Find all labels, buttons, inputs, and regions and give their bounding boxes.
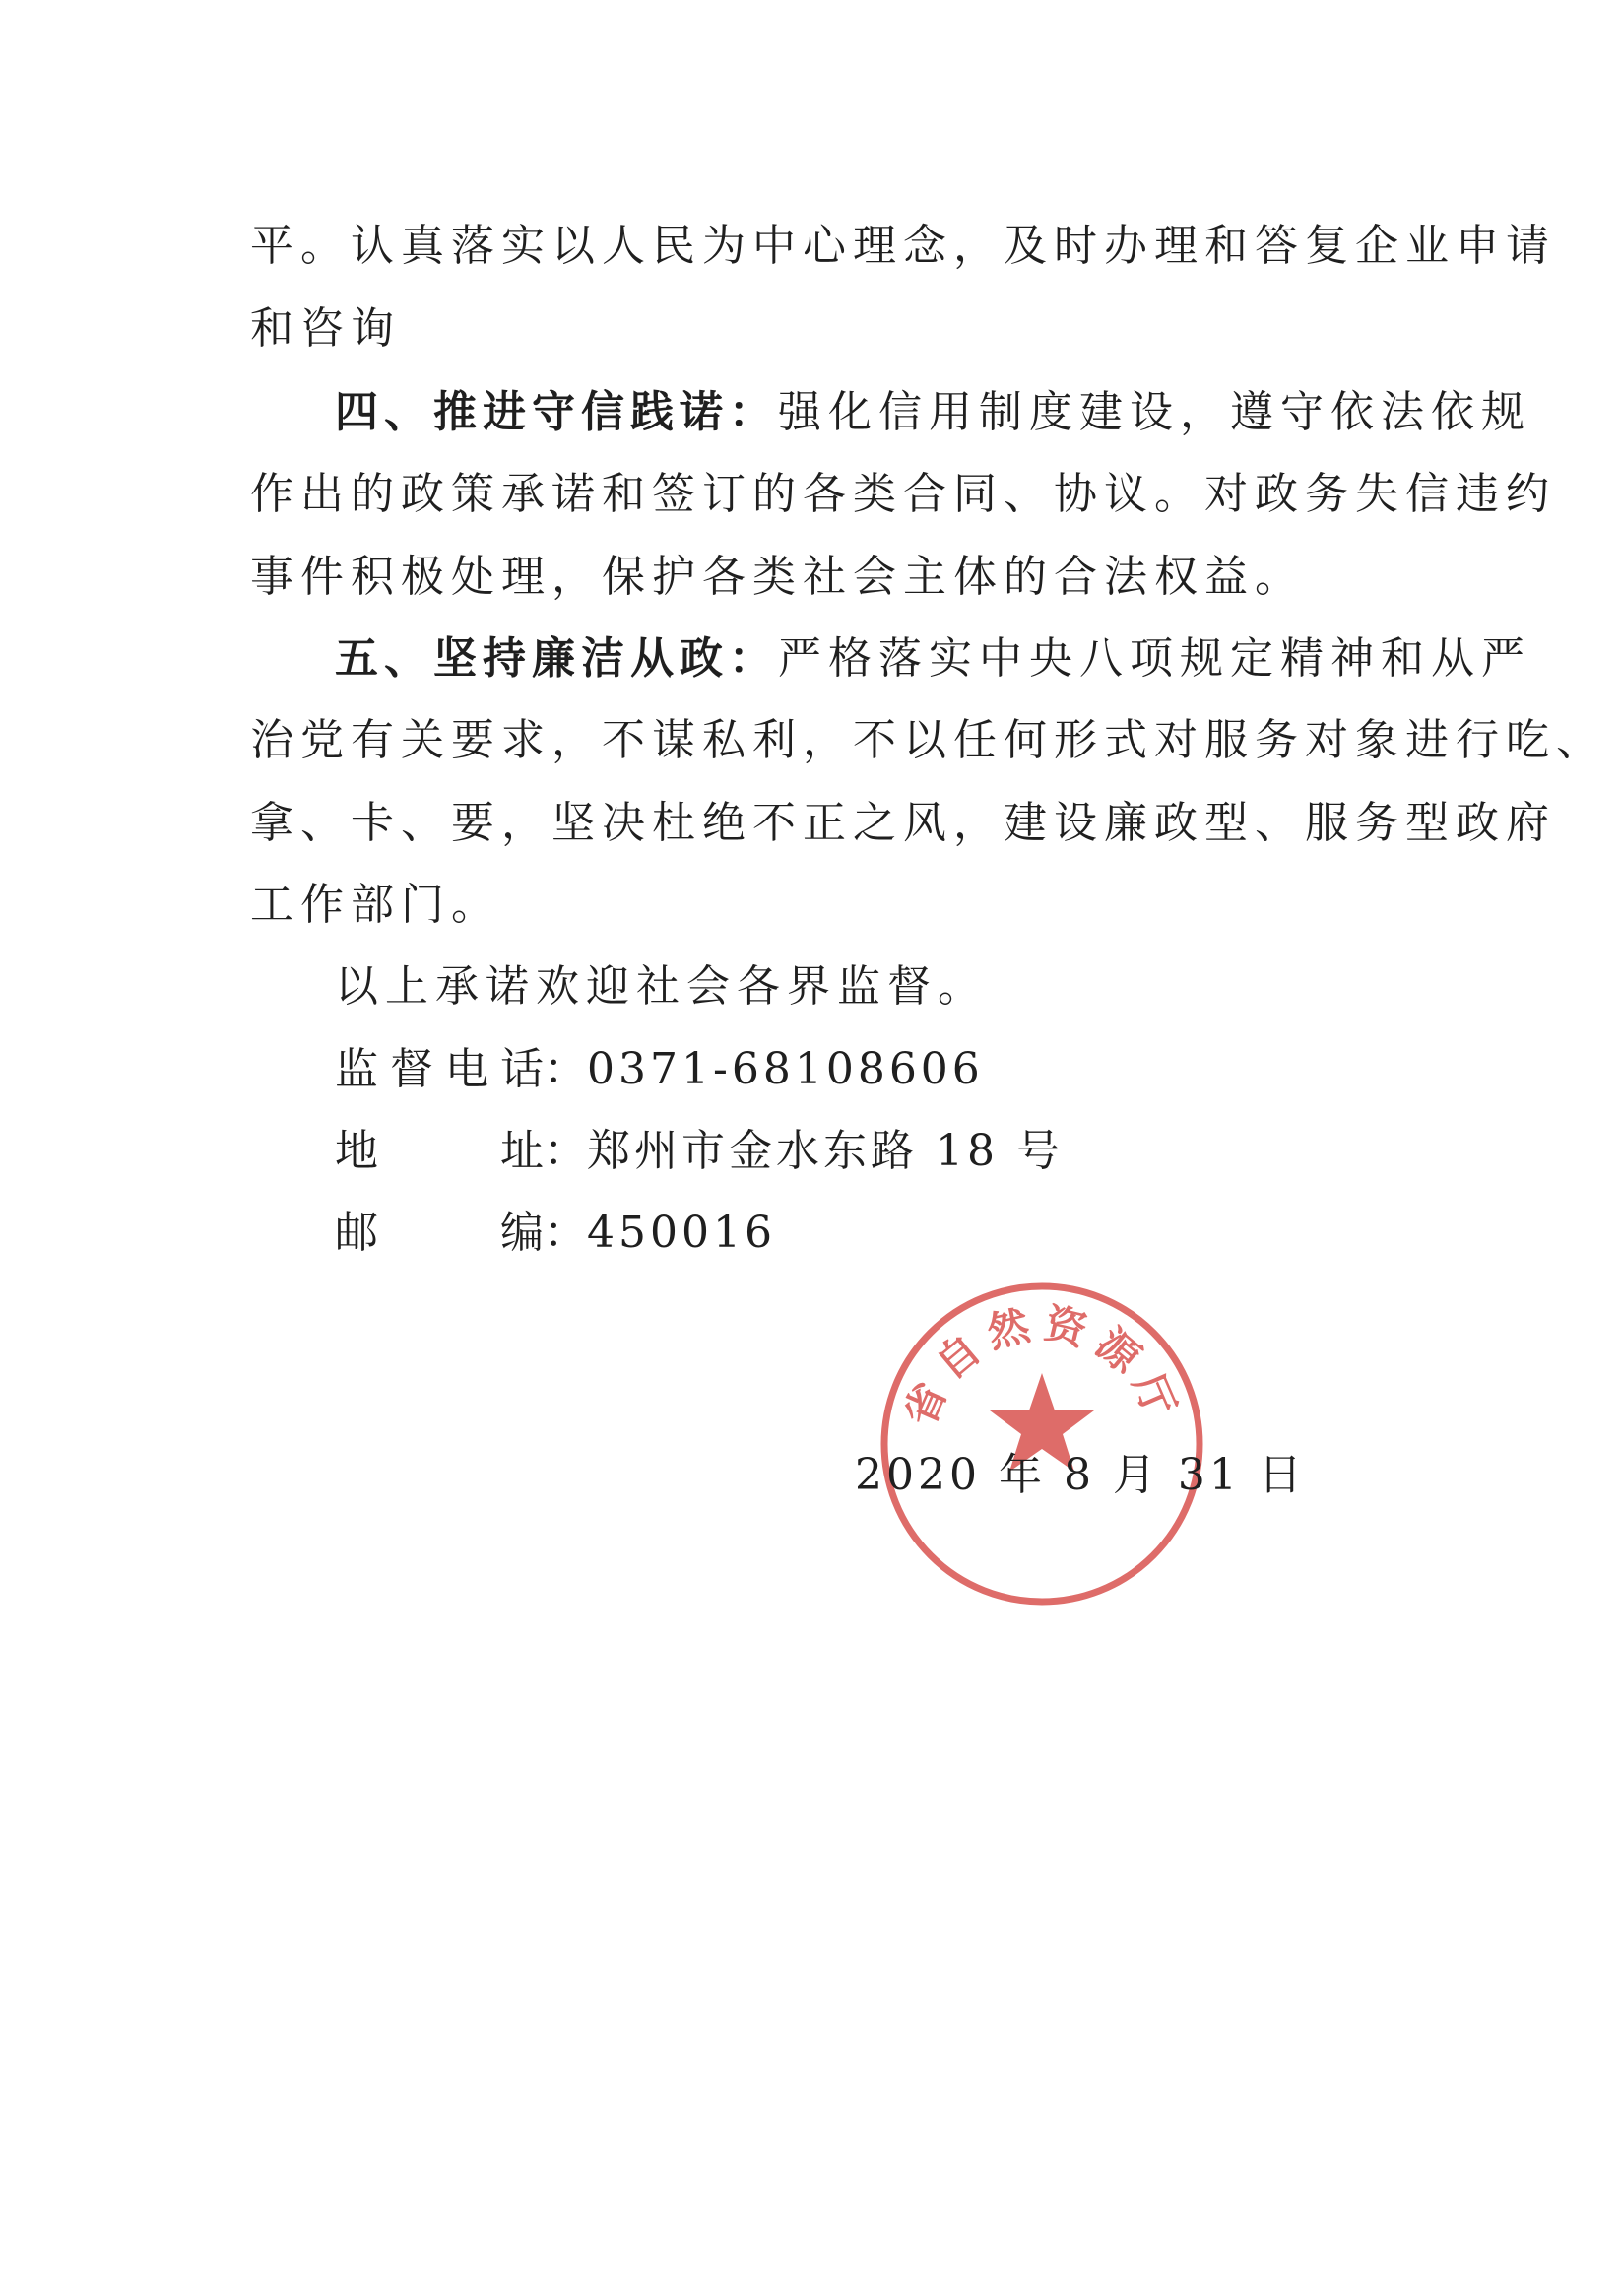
- paragraph-line: 工作部门。: [250, 880, 501, 930]
- paragraph-line: 拿、卡、要，坚决杜绝不正之风，建设廉政型、服务型政府: [250, 798, 1556, 848]
- section-4-text: 强化信用制度建设，遵守依法依规: [778, 387, 1531, 437]
- paragraph-line: 治党有关要求，不谋私利，不以任何形式对服务对象进行吃、: [250, 715, 1606, 765]
- address-label: 地址: [335, 1126, 544, 1176]
- section-5-first-line: [335, 631, 1531, 687]
- section-4-heading: 四、推进守信践诺：: [335, 387, 778, 437]
- section-5-text: 严格落实中央八项规定精神和从严: [778, 633, 1531, 684]
- contact-address: [335, 1124, 1064, 1179]
- address-colon: ：: [544, 1126, 587, 1176]
- section-5-heading: 五、坚持廉洁从政：: [335, 633, 778, 684]
- phone-label: 监督电话: [335, 1044, 544, 1094]
- official-seal: [875, 1277, 1209, 1611]
- phone-colon: ：: [544, 1044, 587, 1094]
- seal-text: 省自然资源厅: [895, 1298, 1189, 1433]
- contact-postcode: [335, 1206, 776, 1261]
- phone-number: 0371-68108606: [587, 1044, 984, 1094]
- paragraph-line: 和咨询: [250, 303, 401, 354]
- document-date: 2020 年 8 月 31 日: [855, 1450, 1306, 1500]
- postcode-colon: ：: [544, 1208, 587, 1258]
- paragraph-line: 平。认真落实以人民为中心理念，及时办理和答复企业申请: [250, 221, 1556, 271]
- postcode-value: 450016: [587, 1208, 776, 1258]
- section-4-first-line: [335, 385, 1531, 440]
- postcode-label: 邮编: [335, 1208, 544, 1258]
- contact-phone: [335, 1042, 984, 1097]
- paragraph-line: 作出的政策承诺和签订的各类合同、协议。对政务失信违约: [250, 469, 1556, 519]
- paragraph-line: 事件积极处理，保护各类社会主体的合法权益。: [250, 552, 1305, 602]
- closing-statement: 以上承诺欢迎社会各界监督。: [335, 961, 988, 1012]
- address-value: 郑州市金水东路 18 号: [587, 1126, 1064, 1176]
